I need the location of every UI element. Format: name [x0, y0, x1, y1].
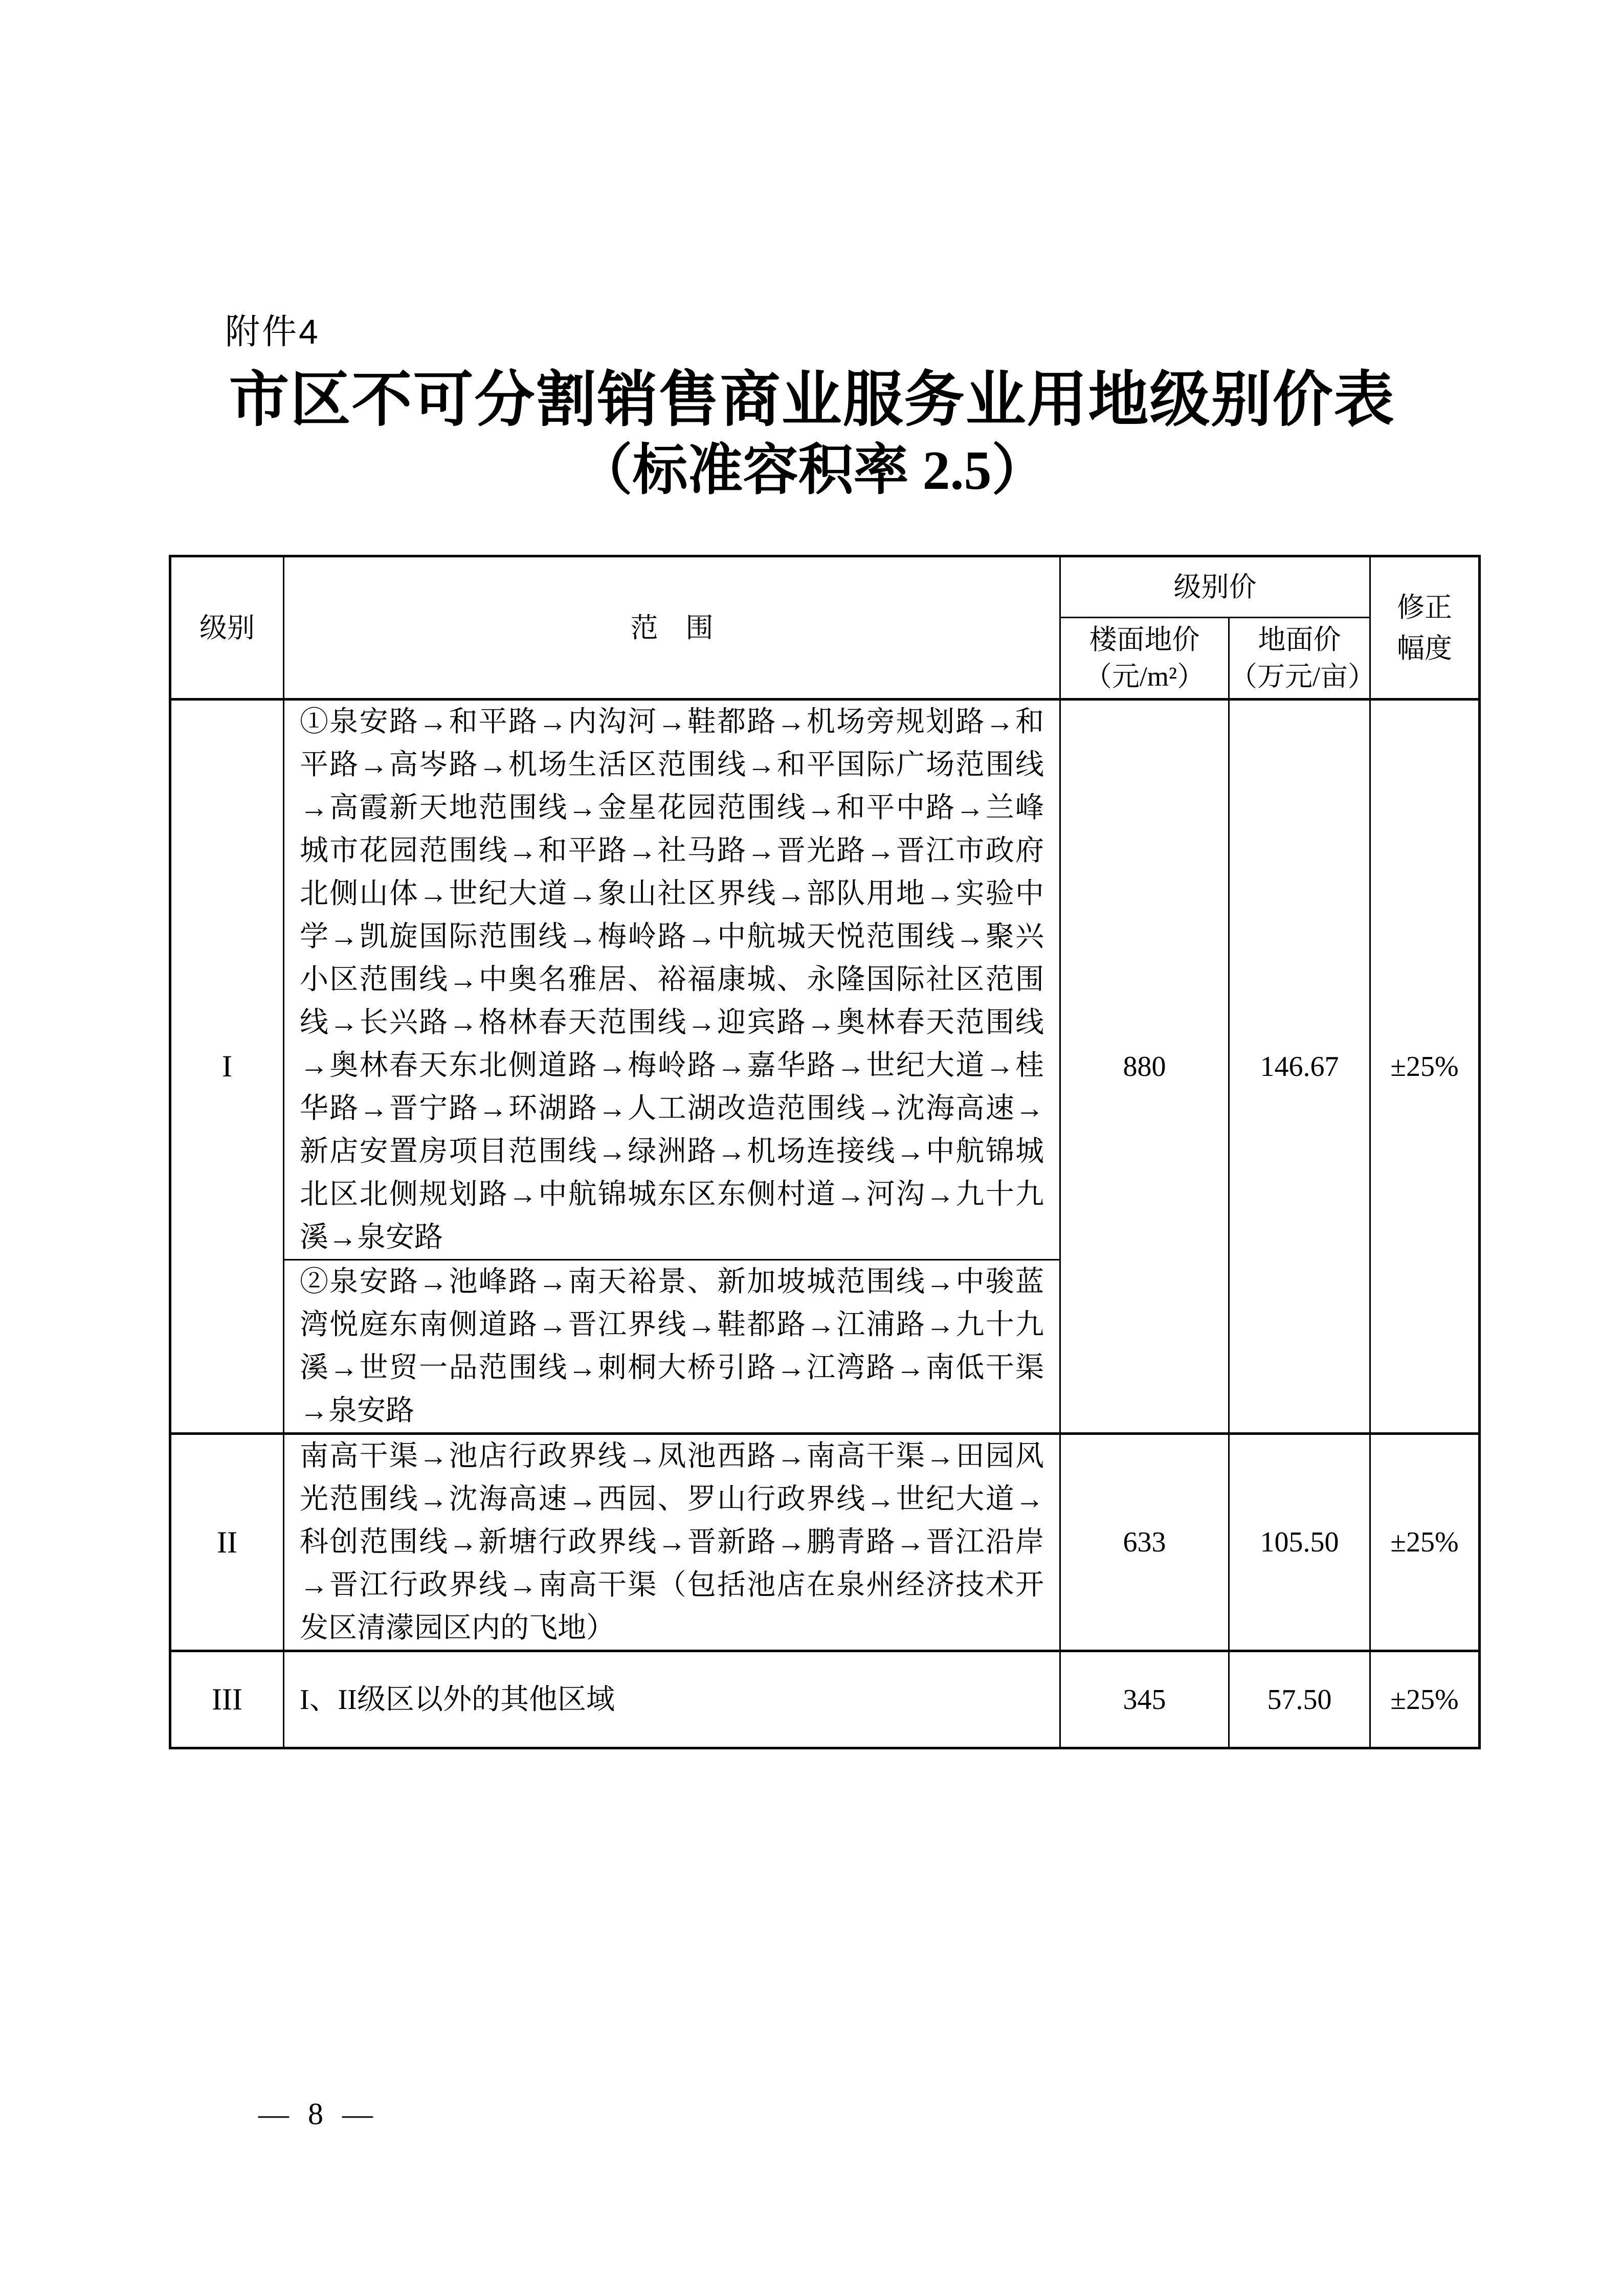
table-row-level-1-part-1: [170, 700, 1480, 1260]
level-2-range-text: 南高干渠→池店行政界线→凤池西路→南高干渠→田园风光范围线→沈海高速→西园、罗山行政界线→世纪大道→科创范围线→新塘行政界线→晋新路→鹏青路→晋江沿岸→晋江行政界线→南高干渠（包括池店在泉州经济技术开发区清濛园区内的飞地）: [300, 1440, 1044, 1644]
level-1-adjustment: ±25%: [1370, 700, 1480, 1434]
level-1-range-cell-2: [284, 1260, 1060, 1434]
header-floor-price-line2: （元/m²）: [1084, 661, 1205, 692]
level-1-range-text-1: ①泉安路→和平路→内沟河→鞋都路→机场旁规划路→和平路→高岑路→机场生活区范围线→和平国际广场范围线→高霞新天地范围线→金星花园范围线→和平中路→兰峰城市花园范围线→和平路→社马路→晋光路→晋江市政府北侧山体→世纪大道→象山社区界线→部队用地→实验中学→凯旋国际范围线→梅岭路→中航城天悦范围线→聚兴小区范围线→中奥名雅居、裕福康城、永隆国际社区范围线→长兴路→格林春天范围线→迎宾路→奥林春天范围线→奥林春天东北侧道路→梅岭路→嘉华路→世纪大道→桂华路→晋宁路→环湖路→人工湖改造范围线→沈海高速→新店安置房项目范围线→绿洲路→机场连接线→中航锦城北区北侧规划路→中航锦城东区东侧村道→河沟→九十九溪→泉安路: [300, 706, 1044, 1253]
header-price-group: 级别价: [1060, 556, 1370, 618]
table-header-row-top: [170, 556, 1480, 618]
level-1-label: I: [170, 700, 284, 1434]
header-level: 级别: [170, 556, 284, 700]
level-3-label: III: [170, 1651, 284, 1748]
page-subtitle: （标准容积率 2.5）: [577, 440, 1047, 501]
header-ground-price: [1229, 618, 1376, 700]
level-3-adjustment: ±25%: [1370, 1651, 1480, 1748]
level-2-adjustment: ±25%: [1370, 1434, 1480, 1651]
level-2-floor-price: 633: [1060, 1434, 1229, 1651]
level-3-range-cell: [284, 1651, 1060, 1748]
level-3-floor-price: 345: [1060, 1651, 1229, 1748]
table-row-level-3: [170, 1651, 1480, 1748]
header-adjustment-line2: 幅度: [1397, 633, 1452, 664]
header-range: 范 围: [284, 556, 1060, 700]
level-2-range-cell: [284, 1434, 1060, 1651]
header-adjustment-line1: 修正: [1397, 592, 1452, 623]
header-floor-price-line1: 楼面地价: [1089, 624, 1200, 655]
header-floor-price: [1060, 618, 1229, 700]
header-ground-price-line1: 地面价: [1258, 624, 1341, 655]
level-1-range-text-2: ②泉安路→池峰路→南天裕景、新加坡城范围线→中骏蓝湾悦庭东南侧道路→晋江界线→鞋都路→江浦路→九十九溪→世贸一品范围线→刺桐大桥引路→江湾路→南低干渠→泉安路: [300, 1266, 1044, 1427]
level-1-range-cell-1: [284, 700, 1060, 1260]
level-1-floor-price: 880: [1060, 700, 1229, 1434]
level-3-ground-price: 57.50: [1229, 1651, 1370, 1748]
page-title: 市区不可分割销售商业服务业用地级别价表: [229, 367, 1395, 434]
page-number: — 8 —: [258, 2097, 373, 2131]
table-row-level-2: [170, 1434, 1480, 1651]
attachment-label: 附件4: [225, 312, 320, 351]
header-ground-price-line2: （万元/亩）: [1230, 661, 1376, 692]
header-adjustment: [1370, 556, 1480, 700]
level-2-ground-price: 105.50: [1229, 1434, 1370, 1651]
level-3-range-text: I、II级区以外的其他区域: [300, 1683, 615, 1716]
level-2-label: II: [170, 1434, 284, 1651]
land-price-table: [169, 555, 1481, 1749]
level-1-ground-price: 146.67: [1229, 700, 1370, 1434]
